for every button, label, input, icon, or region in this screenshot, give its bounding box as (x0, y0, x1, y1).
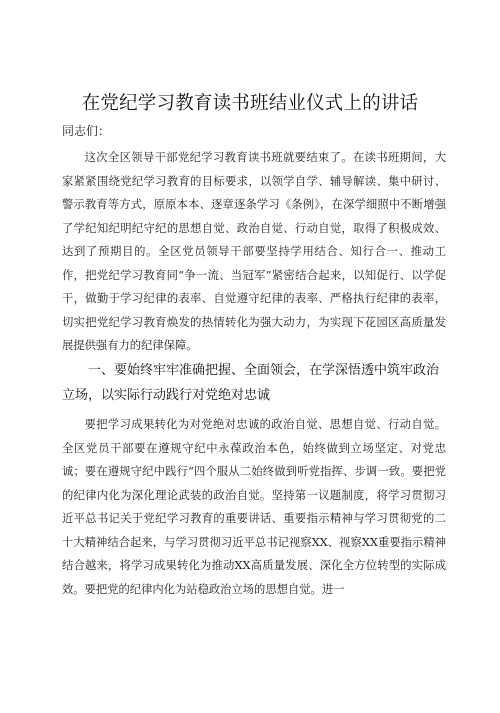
body-paragraph-1: 这次全区领导干部党纪学习教育读书班就要结束了。在读书班期间，大家紧紧围绕党纪学习教育的目标要求，以领学自学、辅导解读、集中研讨、警示教育等方式，原原本本、逐章逐条学习《条例》，在深学细照中不断增强了学纪知纪明纪守纪的思想自觉、政治自觉、行动自觉，取得了积极成效、达到了预期目的。全区党员领导干部要坚持学用结合、知行合一、推动工作，把党纪学习教育同“争一流、当冠军”紧密结合起来，以知促行、以学促干，做勤于学习纪律的表率、自觉遵守纪律的表率、严格执行纪律的表率，切实把党纪学习教育焕发的热情转化为强大动力，为实现下花园区高质量发展提供强有力的纪律保障。 (62, 151, 446, 352)
document-title: 在党纪学习教育读书班结业仪式上的讲话 (81, 93, 419, 114)
section-heading-1: 一、要始终牢牢准确把握、全面领会，在学深悟透中筑牢政治立场，以实际行动践行对党绝对忠诚 (62, 363, 440, 403)
body-paragraph-2: 要把学习成果转化为对党绝对忠诚的政治自觉、思想自觉、行动自觉。全区党员干部要在遵规守纪中永葆政治本色，始终做到立场坚定、对党忠诚；要在遵规守纪中践行“四个服从二始终做到听党指挥、步调一致。要把党的纪律内化为深化理论武装的政治自觉。坚持第一议题制度，将学习贯彻习近平总书记关于党纪学习教育的重要讲话、重要指示精神与学习贯彻党的二十大精神结合起来，与学习贯彻习近平总书记视察XX、视察XX重要指示精神结合越来，将学习成果转化为推动XX高质量发展、深化全方位转型的实际成效。要把党的纪律内化为站稳政治立场的思想自觉。进一 (62, 418, 446, 596)
greeting: 同志们： (62, 124, 111, 138)
